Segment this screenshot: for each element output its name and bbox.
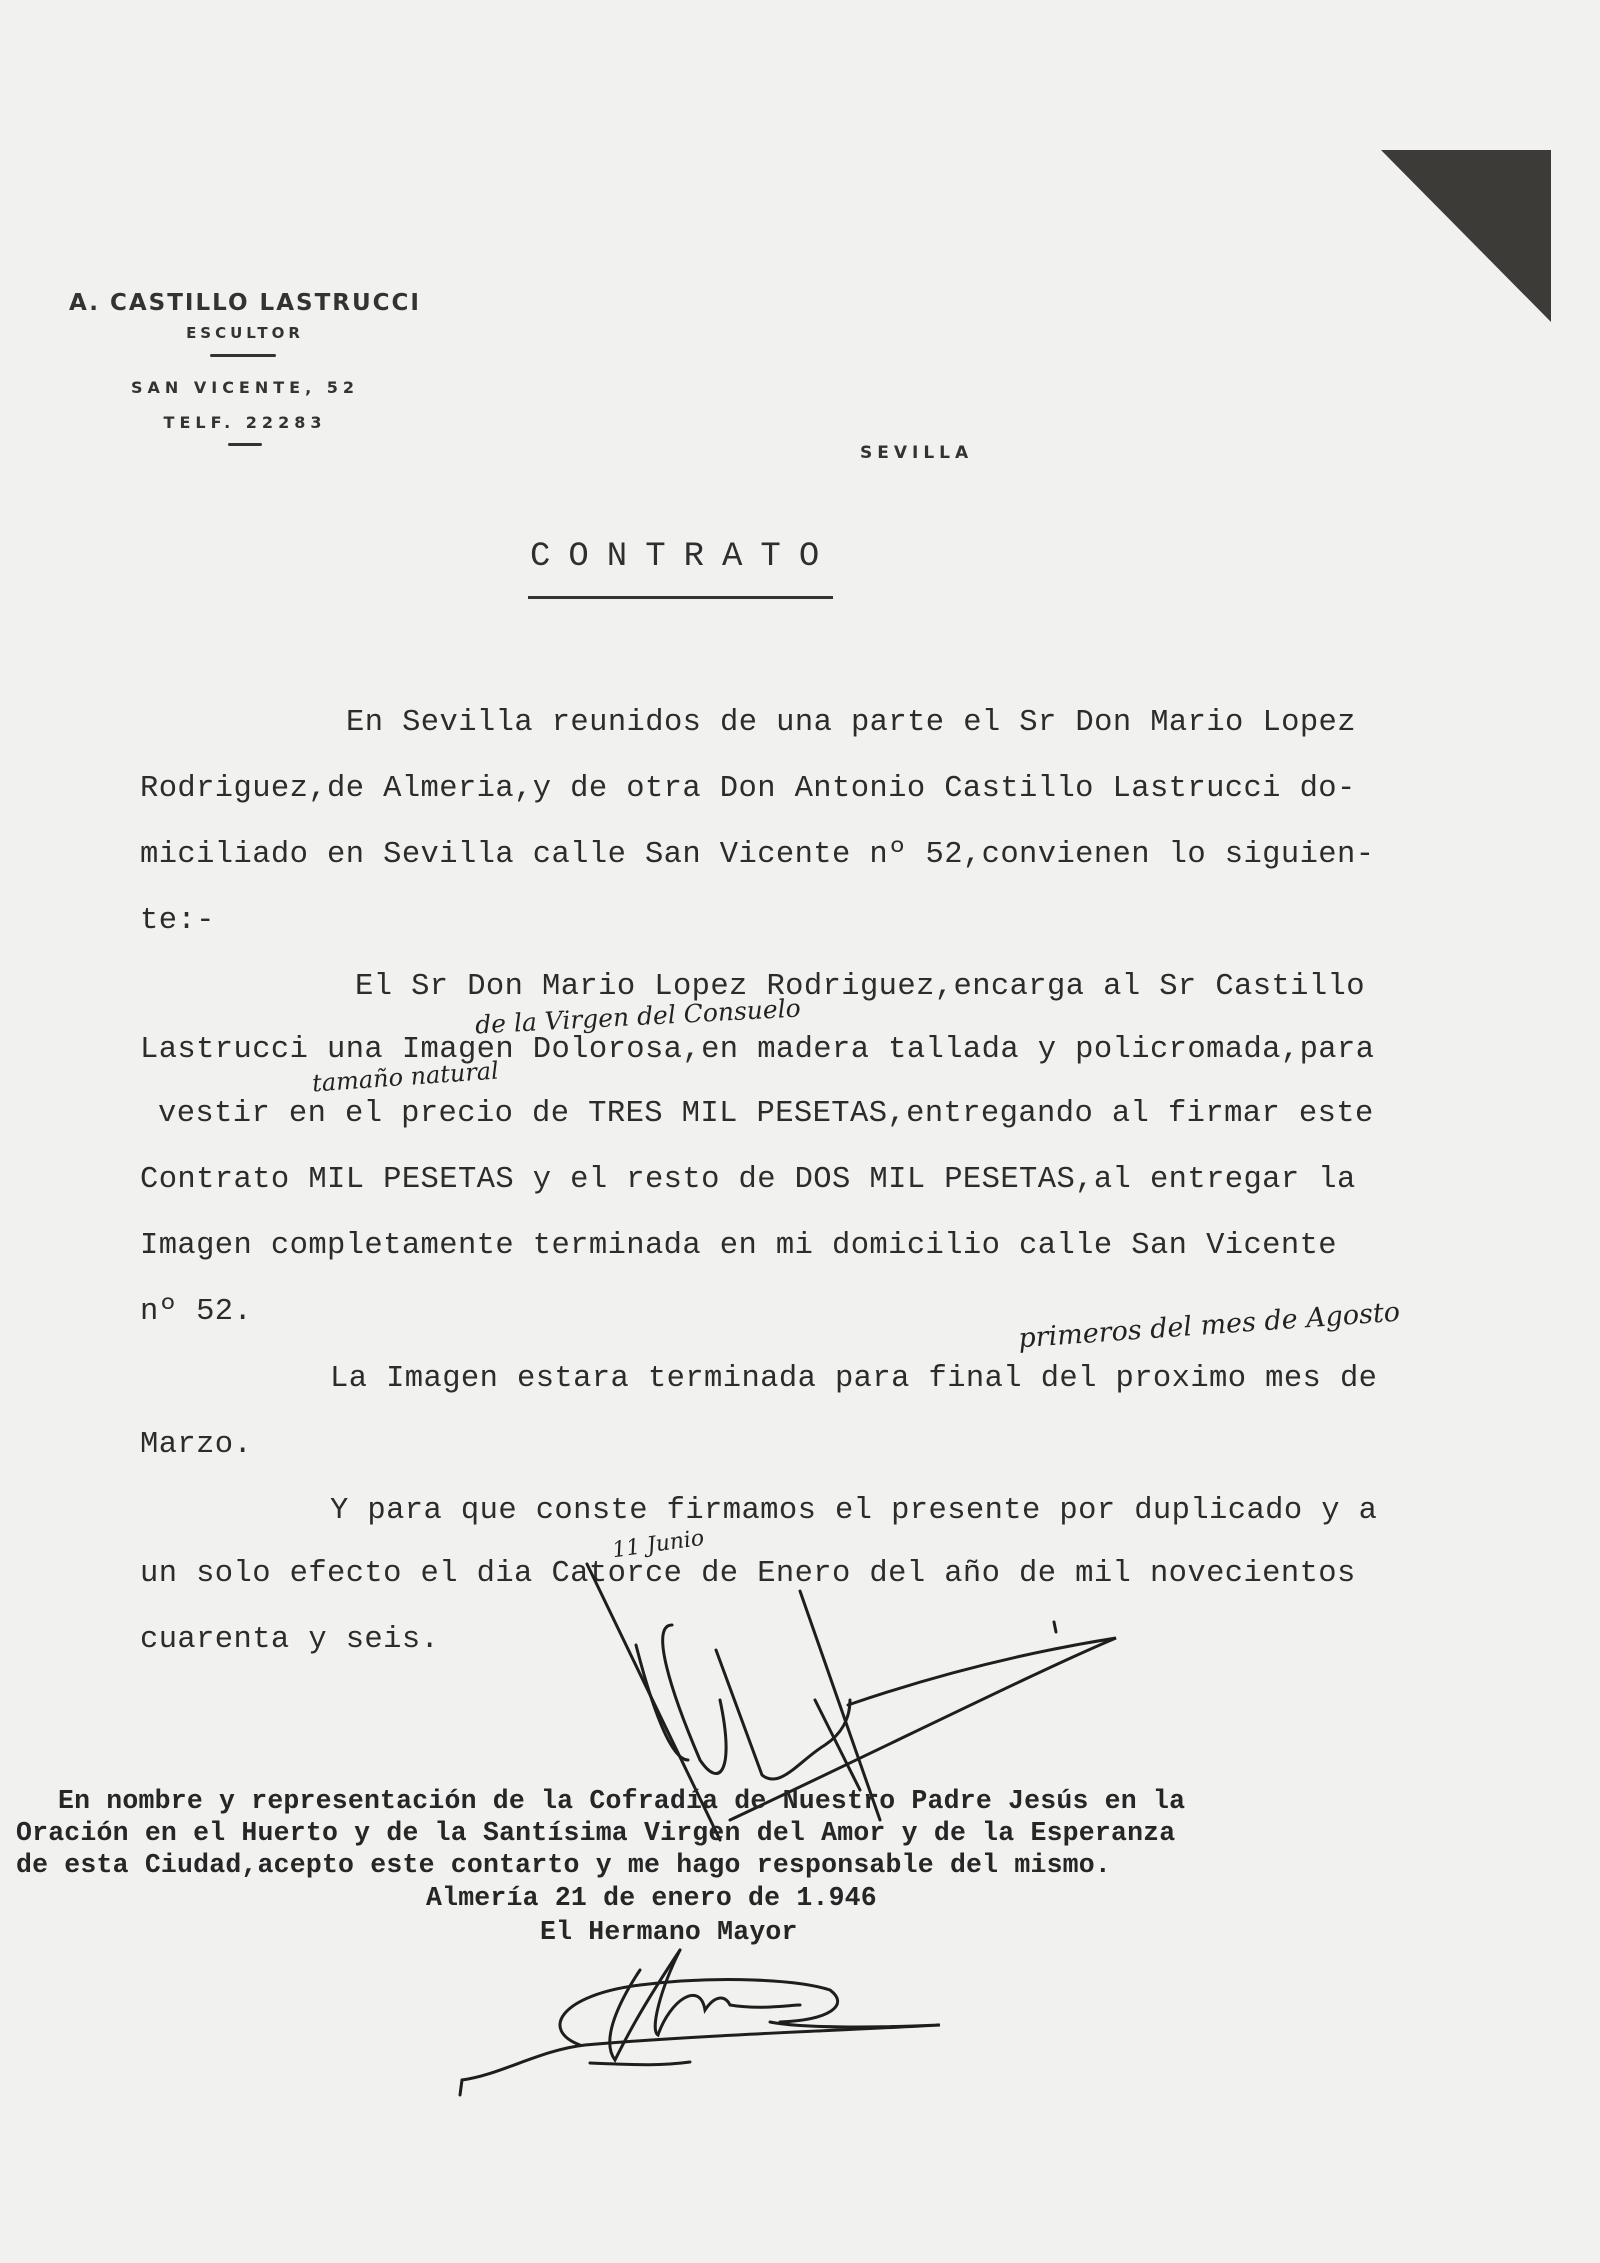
p3-line-1: La Imagen estara terminada para final del proximo mes de <box>330 1362 1378 1396</box>
acceptance-place-date: Almería 21 de enero de 1.946 <box>426 1883 877 1913</box>
p2-line-3: vestir en el precio de TRES MIL PESETAS,entregando al firmar este <box>158 1097 1374 1131</box>
p2-line-2: Lastrucci una Imagen Dolorosa,en madera tallada y policromada,para <box>140 1033 1375 1067</box>
letterhead-address: SAN VICENTE, 52 <box>130 378 360 397</box>
p2-line-1: El Sr Don Mario Lopez Rodriguez,encarga al Sr Castillo <box>355 970 1365 1004</box>
p4-line-2: un solo efecto el dia Catorce de Enero del año de mil novecientos <box>140 1557 1356 1591</box>
p4-line-1: Y para que conste firmamos el presente por duplicado y a <box>330 1494 1378 1528</box>
letterhead-city: SEVILLA <box>860 443 974 463</box>
p1-line-1: En Sevilla reunidos de una parte el Sr Don Mario Lopez <box>346 706 1356 740</box>
acceptance-line-3: de esta Ciudad,acepto este contarto y me hago responsable del mismo. <box>16 1850 1111 1880</box>
p4-line-3: cuarenta y seis. <box>140 1623 440 1657</box>
p2-line-6: nº 52. <box>140 1295 253 1329</box>
handwritten-note-virgin: de la Virgen del Consuelo <box>474 993 802 1040</box>
acceptance-line-2: Oración en el Huerto y de la Santísima Virgen del Amor y de la Esperanza <box>16 1818 1176 1848</box>
signatory-title: El Hermano Mayor <box>540 1917 798 1947</box>
handwritten-note-size: tamaño natural <box>311 1056 500 1098</box>
handwritten-note-june: 11 Junio <box>610 1525 706 1564</box>
p1-line-3: miciliado en Sevilla calle San Vicente nº 52,convienen lo siguien- <box>140 838 1375 872</box>
p1-line-2: Rodriguez,de Almeria,y de otra Don Antonio Castillo Lastrucci do- <box>140 772 1356 806</box>
acceptance-line-1: En nombre y representación de la Cofradía de Nuestro Padre Jesús en la <box>58 1786 1186 1816</box>
p2-line-5: Imagen completamente terminada en mi domicilio calle San Vicente <box>140 1229 1337 1263</box>
p3-line-2: Marzo. <box>140 1428 253 1462</box>
p1-line-4: te:- <box>140 904 215 938</box>
letterhead-profession: ESCULTOR <box>186 324 304 342</box>
handwritten-note-date: primeros del mes de Agosto <box>1017 1296 1401 1355</box>
document-title: CONTRATO <box>530 538 838 576</box>
letterhead-phone: TELF. 22283 <box>163 413 327 432</box>
p2-line-4: Contrato MIL PESETAS y el resto de DOS MIL PESETAS,al entregar la <box>140 1163 1356 1197</box>
letterhead-name: A. CASTILLO LASTRUCCI <box>69 290 421 316</box>
